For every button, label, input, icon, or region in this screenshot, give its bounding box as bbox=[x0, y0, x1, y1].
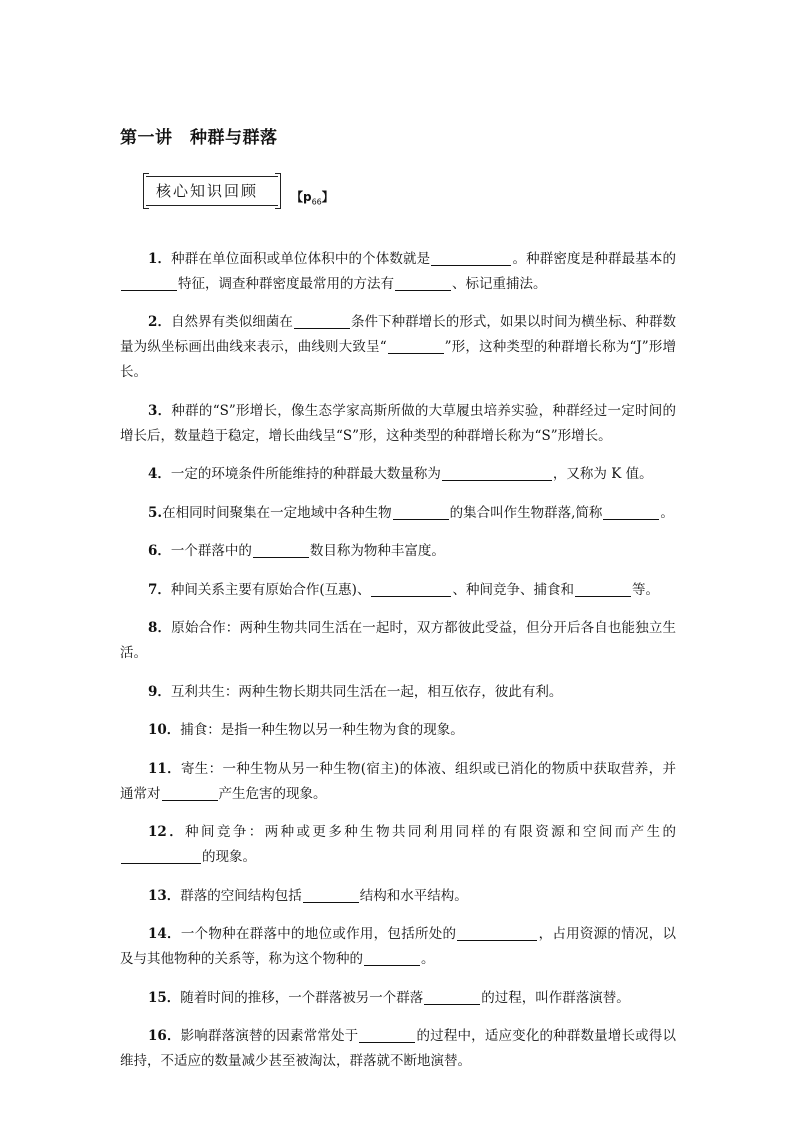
item-text: 影响群落演替的因素常常处于 bbox=[180, 1028, 359, 1044]
item-text: 在相同时间聚集在一定地域中各种生物 bbox=[162, 504, 392, 521]
answer-blank bbox=[388, 338, 444, 354]
list-item bbox=[120, 616, 676, 666]
list-item bbox=[120, 986, 676, 1011]
answer-blank bbox=[121, 275, 177, 291]
answer-blank bbox=[253, 542, 309, 558]
answer-blank bbox=[442, 465, 552, 481]
item-text: 一定的环境条件所能维持的种群最大数量称为 bbox=[170, 466, 441, 482]
item-text: 种间关系主要有原始合作(互惠)、 bbox=[170, 581, 371, 598]
page-ref-suffix: 】 bbox=[321, 190, 334, 204]
item-number: 4． bbox=[148, 466, 171, 482]
item-text: 的过程，叫作群落演替。 bbox=[481, 989, 630, 1006]
list-item bbox=[120, 884, 676, 909]
item-text: ，占用资源的情况，以及与其他物种的关系等，称为这个物种的 bbox=[120, 926, 677, 967]
list-item bbox=[120, 1024, 676, 1074]
item-text: 的现象。 bbox=[202, 849, 256, 865]
item-text: 一个群落中的 bbox=[170, 543, 252, 559]
answer-blank bbox=[294, 313, 350, 329]
section-label-frame bbox=[146, 176, 278, 206]
item-text: 数目称为物种丰富度。 bbox=[309, 543, 445, 559]
item-text: 的集合叫作生物群落,简称 bbox=[449, 504, 603, 521]
item-text: 寄生：一种生物从另一种生物(宿主)的体液、组织或已消化的物质中获取营养，并通常对 bbox=[120, 760, 676, 802]
answer-blank bbox=[364, 950, 420, 966]
item-text: 的过程中，适应变化的种群数量增长或得以维持，不适应的数量减少甚至被淘汰，群落就不断地演替。 bbox=[120, 1028, 676, 1069]
item-number: 5. bbox=[148, 504, 163, 521]
item-text: 结构和水平结构。 bbox=[359, 887, 468, 904]
list-item bbox=[120, 399, 676, 449]
item-text: 、标记重捕法。 bbox=[452, 275, 547, 292]
page-ref-number: 66 bbox=[311, 197, 322, 207]
answer-blank bbox=[431, 250, 511, 266]
list-item bbox=[120, 247, 676, 297]
list-item bbox=[120, 680, 676, 705]
item-number: 15． bbox=[148, 989, 181, 1006]
item-number: 7． bbox=[148, 581, 171, 598]
answer-blank bbox=[162, 785, 218, 801]
item-text: 随着时间的推移，一个群落被另一个群落 bbox=[180, 989, 424, 1006]
item-text: 。种群密度是种群最基本的 bbox=[512, 250, 676, 267]
item-text: 条件下种群增长的形式，如果以时间为横坐标、种群数量为纵坐标画出曲线来表示，曲线则大致呈“ bbox=[120, 314, 676, 355]
item-text: 一个物种在群落中的地位或作用，包括所处的 bbox=[180, 926, 457, 942]
answer-blank bbox=[121, 848, 201, 864]
item-text: 群落的空间结构包括 bbox=[180, 887, 302, 904]
list-item bbox=[120, 718, 676, 743]
page-reference bbox=[291, 188, 334, 206]
item-text: 原始合作：两种生物共同生活在一起时，双方都彼此受益，但分开后各自也能独立生活。 bbox=[120, 620, 677, 661]
item-text: 等。 bbox=[631, 581, 659, 598]
list-item bbox=[120, 820, 676, 870]
list-item bbox=[120, 922, 676, 972]
item-number: 11． bbox=[148, 760, 181, 777]
item-text: 特征，调查种群密度最常用的方法有 bbox=[178, 275, 394, 292]
list-item bbox=[120, 462, 676, 487]
answer-blank bbox=[303, 887, 359, 903]
item-text: 种间竞争：两种或更多种生物共同利用同样的有限资源和空间而产生的 bbox=[185, 824, 677, 840]
answer-blank bbox=[603, 504, 659, 520]
item-text: ”形，这种类型的种群增长称为“J”形增长。 bbox=[120, 339, 677, 380]
item-number: 13． bbox=[148, 887, 181, 904]
item-number: 16． bbox=[148, 1028, 181, 1044]
answer-blank bbox=[393, 504, 449, 520]
answer-blank bbox=[575, 581, 631, 597]
item-number: 9． bbox=[148, 683, 171, 700]
list-item bbox=[120, 539, 676, 564]
list-item bbox=[120, 757, 676, 807]
item-number: 1． bbox=[148, 250, 172, 267]
list-item bbox=[120, 578, 676, 603]
answer-blank bbox=[371, 581, 451, 597]
item-number: 12． bbox=[148, 824, 186, 840]
item-number: 6． bbox=[148, 543, 171, 559]
item-text: 。 bbox=[660, 504, 674, 521]
item-number: 3． bbox=[148, 402, 172, 419]
list-item bbox=[120, 501, 676, 526]
answer-blank bbox=[457, 925, 537, 941]
page-ref-prefix: 【p bbox=[291, 190, 312, 204]
item-text: 。 bbox=[421, 951, 435, 967]
item-number: 14． bbox=[148, 926, 181, 942]
item-text: 互利共生：两种生物长期共同生活在一起，相互依存，彼此有利。 bbox=[170, 683, 563, 700]
section-label: 核心知识回顾 bbox=[156, 182, 259, 200]
answer-blank bbox=[359, 1027, 415, 1043]
item-text: ，又称为 K 值。 bbox=[552, 466, 653, 482]
item-text: 自然界有类似细菌在 bbox=[170, 314, 293, 330]
item-text: 捕食：是指一种生物以另一种生物为食的现象。 bbox=[180, 722, 464, 738]
item-number: 10． bbox=[148, 722, 181, 738]
item-number: 2． bbox=[148, 314, 171, 330]
answer-blank bbox=[424, 989, 480, 1005]
list-item bbox=[120, 310, 676, 385]
item-text: 种群在单位面积或单位体积中的个体数就是 bbox=[171, 250, 431, 267]
answer-blank bbox=[395, 275, 451, 291]
item-text: 产生危害的现象。 bbox=[218, 785, 327, 802]
lesson-title: 第一讲 种群与群落 bbox=[120, 128, 278, 148]
item-text: 种群的“S”形增长，像生态学家高斯所做的大草履虫培养实验，种群经过一定时间的增长后，数量趋于稳定，增长曲线呈“S”形，这种类型的种群增长称为“S”形增长。 bbox=[120, 402, 676, 444]
item-number: 8． bbox=[148, 620, 172, 636]
item-text: 、种间竞争、捕食和 bbox=[452, 581, 574, 598]
knowledge-list bbox=[120, 233, 676, 1086]
